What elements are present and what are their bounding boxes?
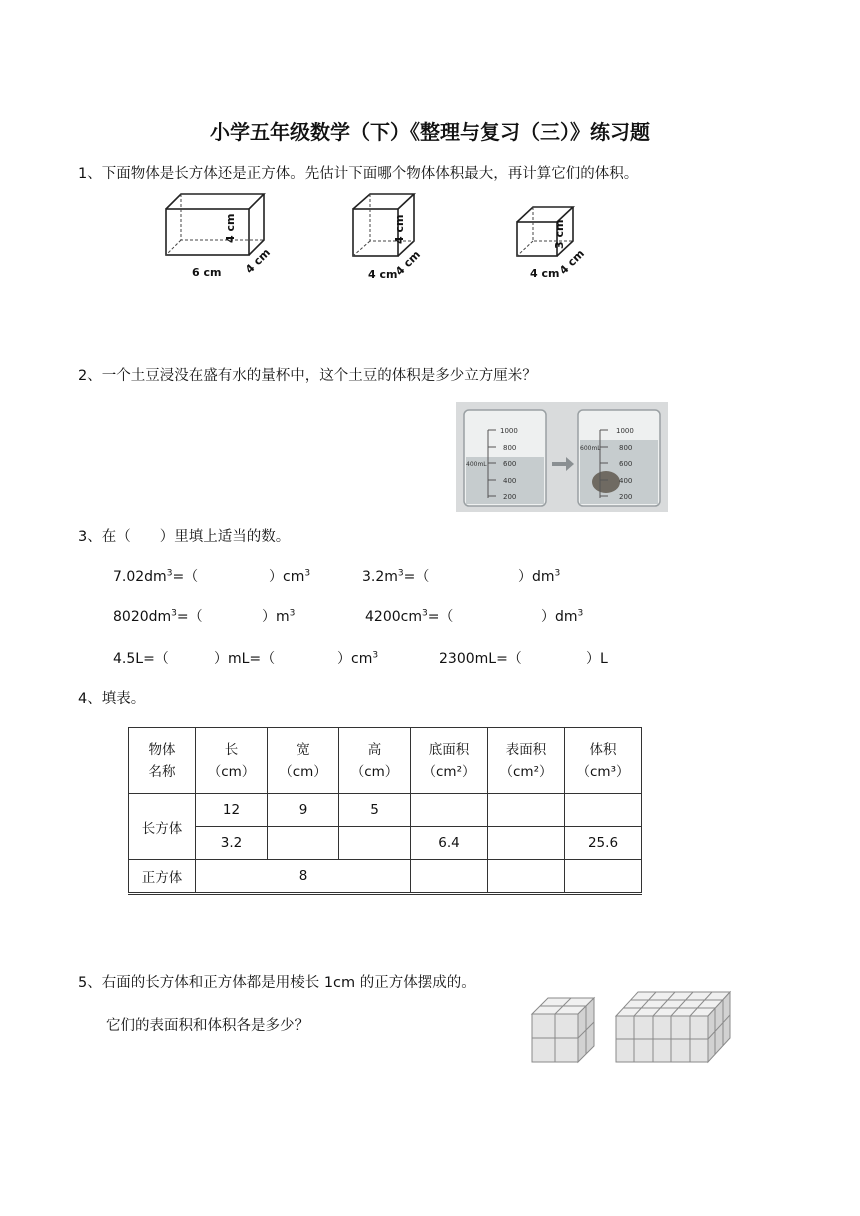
table-cell: [411, 794, 488, 827]
right-beaker: [578, 410, 660, 506]
cuboid-3-front: [517, 222, 557, 256]
page-title: 小学五年级数学（下）《整理与复习（三）》练习题: [210, 120, 650, 144]
cube-width-label: 4 cm: [392, 248, 423, 279]
q5-cube-stacks: [528, 986, 738, 1066]
table-cell: [411, 860, 488, 894]
svg-text:600: 600: [619, 460, 633, 468]
table-cell: [565, 860, 642, 894]
eq-2d: ）$dm^3$: [541, 608, 584, 625]
q1-figures: [160, 188, 610, 288]
cuboid-3-length-label: 4 cm: [530, 267, 560, 280]
question-4-text: 4、填表。: [78, 691, 146, 707]
eq-2b: ）$m^3$: [262, 608, 296, 625]
cube-edge-cell: 8: [196, 860, 411, 894]
table-cell: [339, 827, 411, 860]
eq-3a: 4.5L=（: [113, 651, 169, 667]
header-base-area: 底面积 （cm²）: [411, 728, 488, 794]
eq-3e: ）L: [586, 651, 608, 667]
svg-text:600: 600: [503, 460, 517, 468]
table-row: [129, 860, 642, 894]
svg-text:200: 200: [619, 493, 633, 501]
cuboid-3-height-label: 3 cm: [553, 219, 566, 249]
table-cell: [488, 827, 565, 860]
cube-front: [353, 209, 398, 256]
question-5-sub: 它们的表面积和体积各是多少？: [106, 1018, 309, 1034]
cube-length-label: 4 cm: [368, 268, 398, 281]
eq-1b: ）$cm^3$: [269, 568, 311, 585]
question-5-text: 5、右面的长方体和正方体都是用棱长 1cm 的正方体摆成的。: [78, 975, 476, 991]
cuboid-1-height-label: 4 cm: [224, 213, 237, 243]
eq-3d: 2300mL=（: [439, 651, 522, 667]
eq-3b: ）mL=（: [214, 651, 276, 667]
svg-text:600mL: 600mL: [580, 445, 601, 452]
header-width: 宽 （cm）: [268, 728, 339, 794]
svg-text:1000: 1000: [616, 427, 634, 435]
header-surface-area: 表面积 （cm²）: [488, 728, 565, 794]
table-cell: 12: [196, 794, 268, 827]
table-cell: 6.4: [411, 827, 488, 860]
table-cell: [488, 860, 565, 894]
table-row: [129, 827, 642, 860]
header-volume: 体积 （cm³）: [565, 728, 642, 794]
table-cell: [488, 794, 565, 827]
fill-table: [128, 727, 642, 895]
svg-text:400: 400: [503, 477, 517, 485]
q2-beakers-photo: [456, 402, 668, 512]
eq-2a: $8020dm^3=$（: [113, 608, 203, 625]
table-cell: 9: [268, 794, 339, 827]
eq-2c: $4200cm^3=$（: [365, 608, 454, 625]
cuboid-3-width-label: 4 cm: [556, 247, 587, 278]
table-row: [129, 794, 642, 827]
question-2-text: 2、一个土豆浸没在盛有水的量杯中，这个土豆的体积是多少立方厘米？: [78, 368, 537, 384]
cube-top: [353, 194, 414, 209]
table-cell: 3.2: [196, 827, 268, 860]
row-label-cube: 正方体: [129, 860, 196, 894]
cuboid-1-side: [249, 194, 264, 255]
svg-text:400: 400: [619, 477, 633, 485]
svg-text:200: 200: [503, 493, 517, 501]
table-cell: [565, 794, 642, 827]
svg-text:1000: 1000: [500, 427, 518, 435]
svg-text:400mL: 400mL: [466, 461, 487, 468]
question-3-text: 3、在（ ）里填上适当的数。: [78, 529, 291, 545]
cuboid-1-length-label: 6 cm: [192, 266, 222, 279]
table-cell: [268, 827, 339, 860]
eq-3c: ）$cm^3$: [337, 650, 379, 667]
table-cell: 5: [339, 794, 411, 827]
svg-text:800: 800: [503, 444, 517, 452]
eq-1c: $3.2m^3=$（: [362, 568, 430, 585]
cube-height-label: 4 cm: [393, 214, 406, 244]
header-name: 物体 名称: [129, 728, 196, 794]
row-label-cuboid: 长方体: [129, 794, 196, 860]
eq-1d: ）$dm^3$: [518, 568, 561, 585]
table-header-row: [129, 728, 642, 794]
header-height: 高 （cm）: [339, 728, 411, 794]
question-1-text: 1、下面物体是长方体还是正方体。先估计下面哪个物体体积最大，再计算它们的体积。: [78, 166, 639, 182]
svg-text:800: 800: [619, 444, 633, 452]
cuboid-1-width-label: 4 cm: [242, 246, 273, 277]
eq-1a: $7.02dm^3=$（: [113, 568, 199, 585]
table-cell: 25.6: [565, 827, 642, 860]
header-length: 长 （cm）: [196, 728, 268, 794]
left-beaker: [464, 410, 546, 506]
